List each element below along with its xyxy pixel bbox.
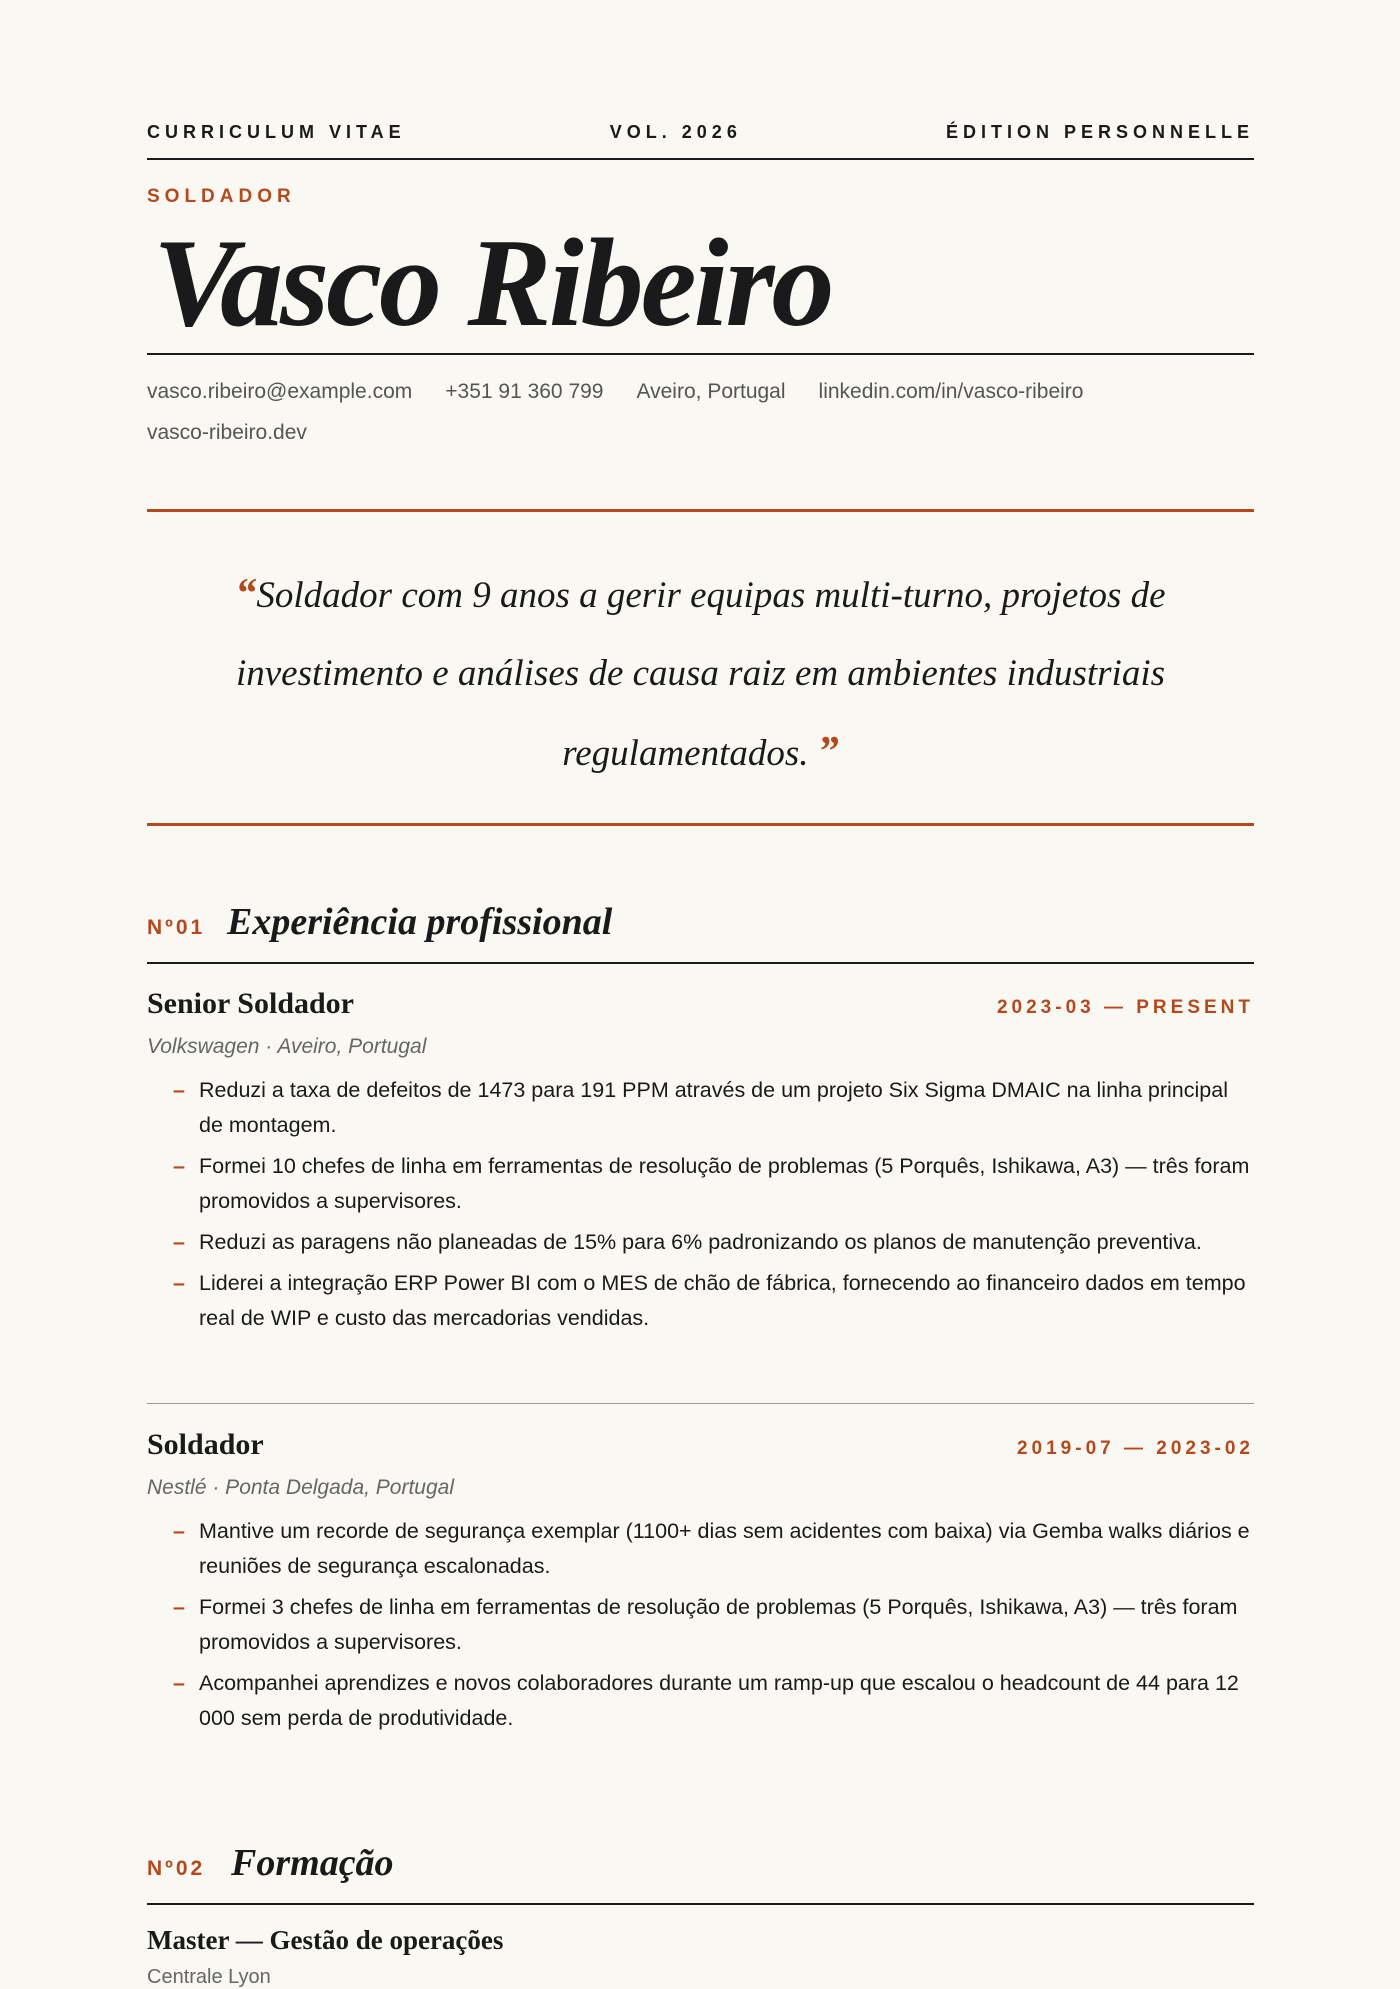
experience-number: Nº01 (147, 916, 206, 939)
open-quote-mark: “ (235, 571, 257, 617)
job-title: Soldador (147, 1428, 264, 1461)
contact-email[interactable]: vasco.ribeiro@example.com (147, 380, 413, 403)
dash-icon: – (173, 1271, 185, 1295)
job-dates: 2023-03 — PRESENT (996, 997, 1254, 1018)
contact-linkedin[interactable]: linkedin.com/in/vasco-ribeiro (818, 380, 1084, 403)
masthead-left: CURRICULUM VITAE (147, 122, 406, 142)
quote-top-rule (147, 509, 1254, 512)
masthead-right: ÉDITION PERSONNELLE (945, 122, 1254, 142)
education-degree: Master — Gestão de operações (147, 1925, 504, 1955)
bullet-text: Formei 10 chefes de linha em ferramentas de resolução de problemas (5 Porquês, Ishikawa, A3) — três foram promovidos a supervisores. (199, 1154, 1250, 1213)
quote-bottom-rule (147, 823, 1254, 826)
contact-website[interactable]: vasco-ribeiro.dev (147, 421, 307, 444)
masthead (147, 122, 1254, 143)
experience-title: Experiência profissional (227, 901, 613, 943)
dash-icon: – (173, 1078, 185, 1102)
masthead-rule (147, 158, 1254, 160)
bullet-item (147, 1514, 1254, 1584)
job-divider (147, 1403, 1254, 1404)
masthead-center: VOL. 2026 (609, 122, 742, 142)
education-rule (147, 1903, 1254, 1905)
contact-location: Aveiro, Portugal (636, 380, 786, 403)
dash-icon: – (173, 1519, 185, 1543)
close-quote-mark: ” (817, 729, 839, 775)
education-heading (147, 1841, 1254, 1885)
education-title: Formação (231, 1842, 394, 1884)
bullet-item (147, 1666, 1254, 1736)
bullet-text: Reduzi as paragens não planeadas de 15% para 6% padronizando os planos de manutenção preventiva. (199, 1230, 1202, 1254)
bullet-item (147, 1225, 1254, 1260)
dash-icon: – (173, 1230, 185, 1254)
bullet-text: Mantive um recorde de segurança exemplar (1100+ dias sem acidentes com baixa) via Gemba walks diários e reuniões de segurança escalonadas. (199, 1519, 1250, 1578)
bullet-text: Liderei a integração ERP Power BI com o MES de chão de fábrica, fornecendo ao financeiro dados em tempo real de WIP e custo das mercadorias vendidas. (199, 1271, 1246, 1330)
job-bullets (147, 1514, 1254, 1736)
bullet-text: Reduzi a taxa de defeitos de 1473 para 191 PPM através de um projeto Six Sigma DMAIC na linha principal de montagem. (199, 1078, 1228, 1137)
job-entry (147, 987, 1254, 1342)
name-rule (147, 353, 1254, 355)
bullet-item (147, 1149, 1254, 1219)
dash-icon: – (173, 1154, 185, 1178)
person-name: Vasco Ribeiro (153, 214, 832, 353)
dash-icon: – (173, 1671, 185, 1695)
bullet-text: Formei 3 chefes de linha em ferramentas de resolução de problemas (5 Porquês, Ishikawa, A3) — três foram promovidos a supervisores. (199, 1595, 1238, 1654)
contact-phone[interactable]: +351 91 360 799 (445, 380, 604, 403)
summary-quote (177, 555, 1224, 793)
job-org: Nestlé · Ponta Delgada, Portugal (147, 1476, 455, 1499)
contact-list (147, 371, 1254, 453)
experience-rule (147, 962, 1254, 964)
bullet-item (147, 1266, 1254, 1336)
education-number: Nº02 (147, 1857, 206, 1880)
dash-icon: – (173, 1595, 185, 1619)
job-entry (147, 1428, 1254, 1742)
summary-text: Soldador com 9 anos a gerir equipas multi-turno, projetos de investimento e análises de causa raiz em ambientes industriais regulamentados. (235, 575, 1166, 774)
experience-heading (147, 900, 1254, 944)
job-dates: 2019-07 — 2023-02 (1016, 1438, 1254, 1459)
job-bullets (147, 1073, 1254, 1336)
role-kicker: SOLDADOR (147, 186, 296, 207)
job-title: Senior Soldador (147, 987, 354, 1020)
job-org: Volkswagen · Aveiro, Portugal (147, 1035, 427, 1058)
bullet-text: Acompanhei aprendizes e novos colaboradores durante um ramp-up que escalou o headcount de 44 para 12 000 sem perda de produtividade. (199, 1671, 1239, 1730)
bullet-item (147, 1073, 1254, 1143)
bullet-item (147, 1590, 1254, 1660)
education-school: Centrale Lyon (147, 1966, 271, 1988)
